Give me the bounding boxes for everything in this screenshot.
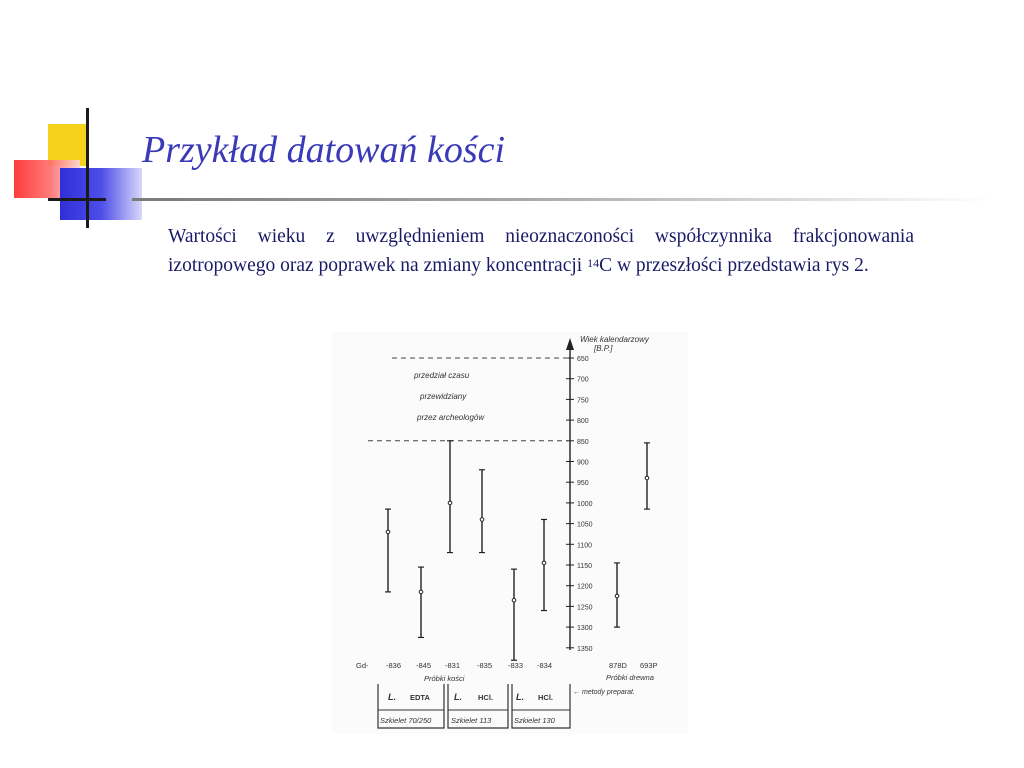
error-bars [385,438,650,660]
decor-horizontal-line [48,198,106,201]
archaeology-label-line1: przedział czasu [414,371,470,380]
sample-number: -831 [445,661,461,670]
method-label: L. [388,692,396,702]
axis-tick-label: 1150 [577,563,593,570]
method-label: L. [454,692,462,702]
paragraph-text: Wartości wieku z uwzględnieniem nieoznaczoności współczynnika frakcjonowania izotropowego oraz poprawek na zmiany koncentracji [168,226,914,276]
reagent-label: EDTA [410,693,430,702]
skeleton-label: Szkielet 113 [451,716,492,725]
methods-note: ← metody preparat. [573,689,635,696]
error-bar-midpoint [645,476,649,480]
axis-tick-label: 750 [577,397,589,405]
bone-samples-label: Próbki kości [424,674,465,683]
axis-tick-label: 1100 [577,542,593,550]
reagent-label: HCl. [478,693,493,702]
skeleton-label: Szkielet 130 [514,716,555,725]
sample-number: -836 [386,661,402,670]
axis-arrow-icon [566,338,574,350]
axis-tick-label: 1200 [577,583,593,591]
axis-tick-label: 1250 [577,604,593,612]
wood-sample-number: 878D [609,661,627,670]
axis-tick-label: 700 [577,376,589,384]
slide-paragraph [168,222,914,280]
sample-number: -833 [508,661,524,670]
axis-tick-label: 650 [577,356,589,363]
sample-number: -834 [537,661,553,670]
error-bar-midpoint [419,590,423,594]
axis-tick-label: 1350 [577,645,593,653]
axis-tick-label: 800 [577,418,589,426]
archaeology-label-line2: przewidziany [420,392,467,401]
axis-tick-label: 900 [577,459,589,467]
isotope-superscript: 14 [587,256,600,270]
dating-figure [332,332,688,734]
gd-prefix-label: Gd- [356,661,369,670]
axis-tick-label: 1000 [577,500,593,508]
sample-number: -845 [416,661,432,670]
archaeology-range [368,358,568,441]
axis-title-line1: Wiek kalendarzowy [580,335,649,344]
axis-tick-label: 1050 [577,521,593,529]
sample-labels [356,661,658,683]
error-bar-midpoint [386,530,390,534]
dating-chart [332,332,688,734]
sample-number: -835 [477,661,493,670]
error-bar-midpoint [480,518,484,522]
reagent-label: HCl. [538,693,553,702]
error-bar-midpoint [512,598,516,602]
error-bar-midpoint [615,594,619,598]
paragraph-text-end: C w przeszłości przedstawia rys 2. [599,255,869,276]
slide-title: Przykład datowań kości [142,129,506,171]
decor-blue-square [60,168,142,220]
axis-tick-label: 950 [577,480,589,488]
error-bar-midpoint [542,561,546,565]
axis-tick-label: 1300 [577,625,593,633]
skeleton-label: Szkielet 70/250 [380,716,432,725]
archaeology-label-line3: przez archeologów [417,413,485,422]
axis-title-line2: [B.P.] [594,344,613,353]
decor-vertical-line [86,108,89,228]
wood-samples-label: Próbki drewna [606,673,654,682]
methods-table [378,684,635,728]
title-underline-rule [132,198,992,201]
axis-tick-label: 850 [577,438,589,446]
error-bar-midpoint [448,501,452,505]
wood-sample-number: 693P [640,661,658,670]
method-label: L. [516,692,524,702]
